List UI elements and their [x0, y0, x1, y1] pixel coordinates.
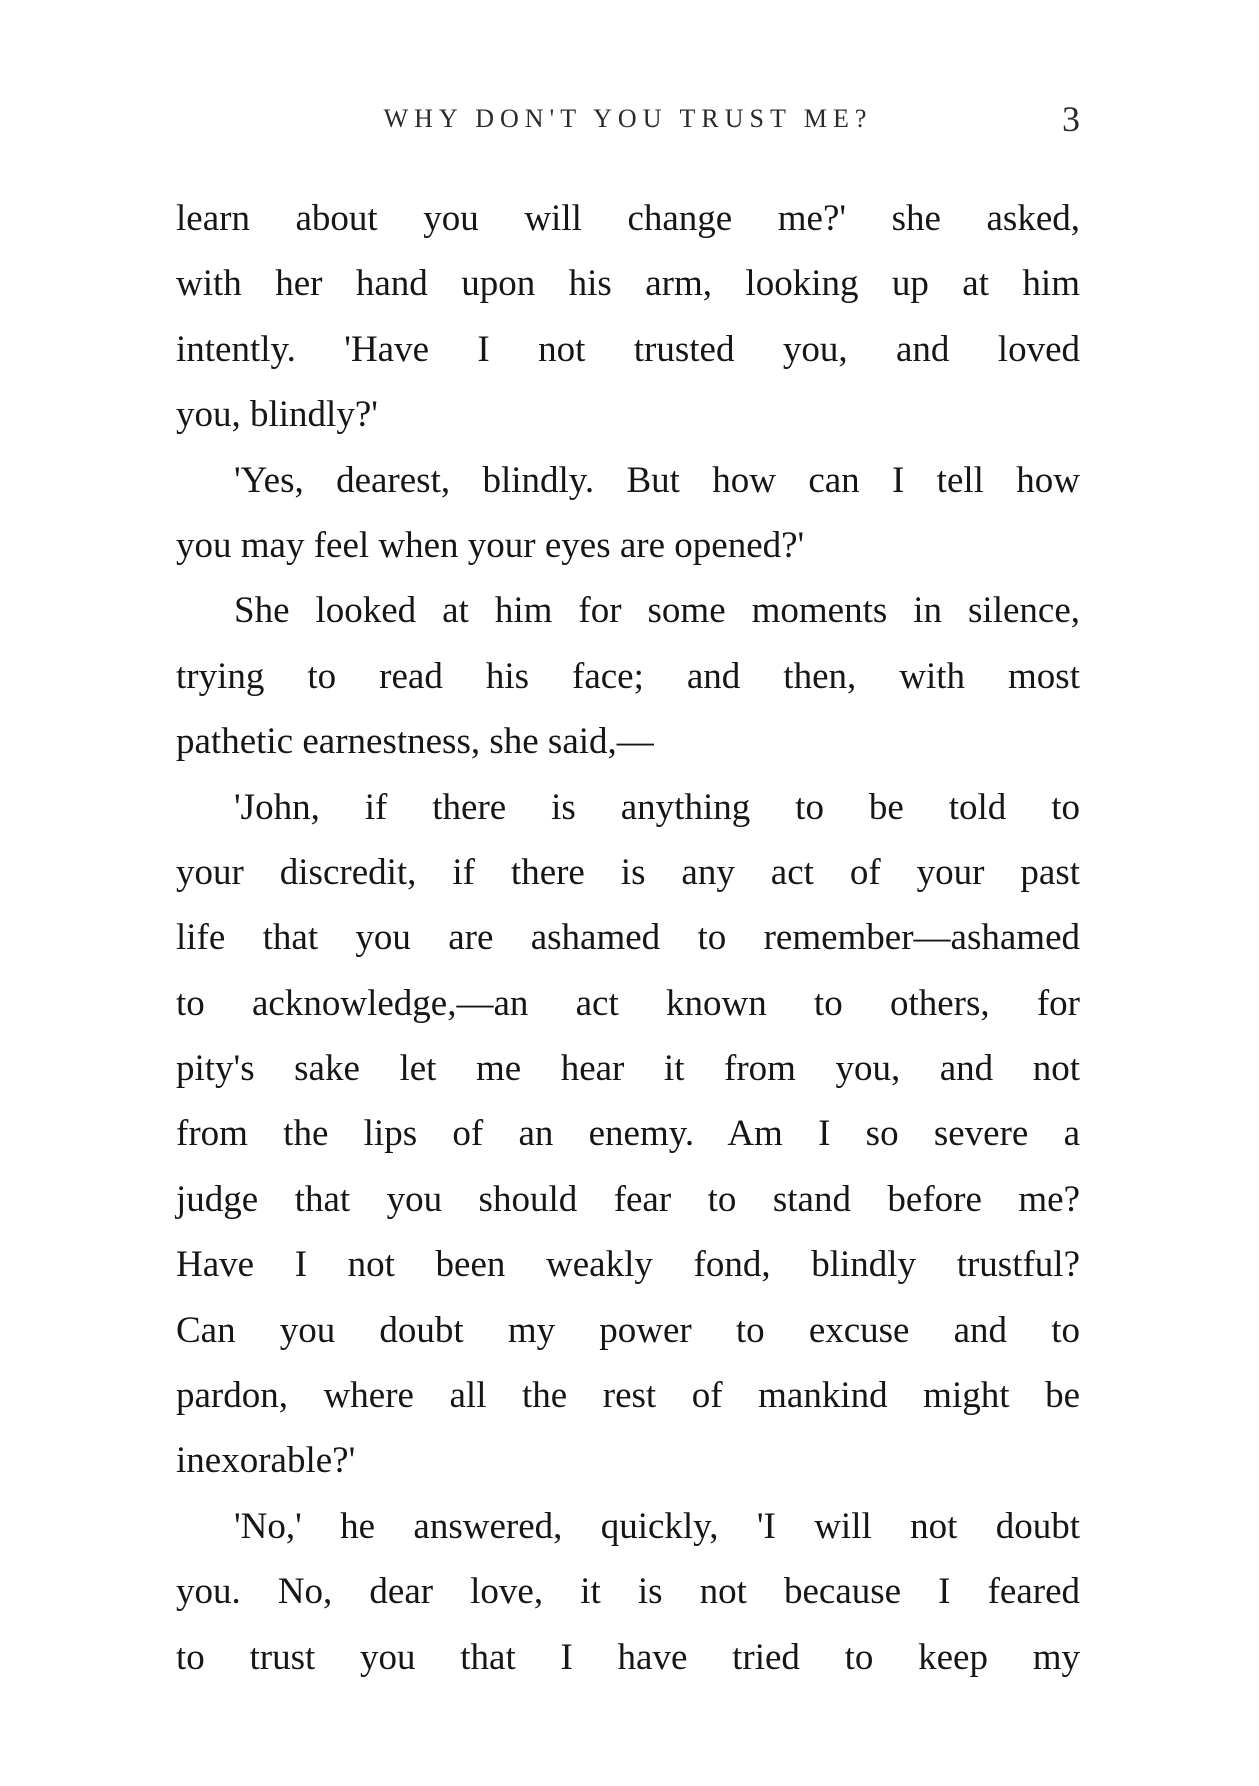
text-line: pity's sake let me hear it from you, and not — [176, 1048, 1080, 1090]
running-title: WHY DON'T YOU TRUST ME? — [383, 104, 873, 133]
text-line: inexorable?' — [176, 1440, 356, 1482]
text-line: to acknowledge,—an act known to others, for — [176, 982, 1080, 1024]
text-line: with her hand upon his arm, looking up at him — [176, 263, 1080, 305]
text-line: you may feel when your eyes are opened?' — [176, 524, 805, 566]
running-head — [176, 99, 1080, 144]
body-text — [176, 186, 1080, 1690]
text-line: 'John, if there is anything to be told to — [234, 786, 1080, 828]
text-line: 'No,' he answered, quickly, 'I will not doubt — [234, 1505, 1080, 1547]
text-line: pathetic earnestness, she said,— — [176, 721, 654, 763]
text-line: you, blindly?' — [176, 394, 378, 436]
text-line: trying to read his face; and then, with most — [176, 655, 1080, 697]
text-line: judge that you should fear to stand before me? — [176, 1178, 1080, 1220]
text-line: learn about you will change me?' she asked, — [176, 198, 1080, 239]
text-line: intently. 'Have I not trusted you, and loved — [176, 328, 1080, 370]
text-line: 'Yes, dearest, blindly. But how can I tell how — [234, 459, 1080, 501]
text-line: Can you doubt my power to excuse and to — [176, 1309, 1080, 1351]
text-line: from the lips of an enemy. Am I so severe a — [176, 1113, 1080, 1155]
text-line: pardon, where all the rest of mankind might be — [176, 1375, 1080, 1417]
text-line: life that you are ashamed to remember—ashamed — [176, 917, 1080, 959]
text-line: your discredit, if there is any act of your past — [176, 851, 1080, 893]
text-line: She looked at him for some moments in silence, — [234, 590, 1080, 632]
text-line: you. No, dear love, it is not because I feared — [176, 1571, 1080, 1613]
text-line: to trust you that I have tried to keep my — [176, 1636, 1080, 1678]
text-line: Have I not been weakly fond, blindly trustful? — [176, 1244, 1080, 1286]
page-number: 3 — [1062, 99, 1080, 139]
